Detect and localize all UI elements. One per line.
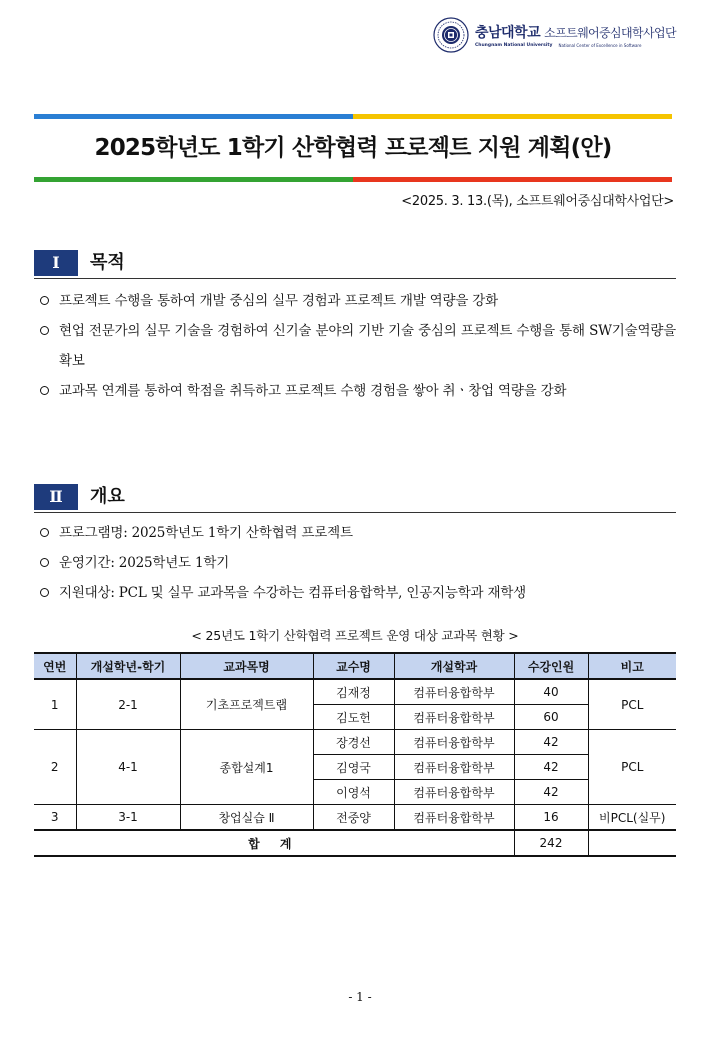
section-overview-heading: [34, 484, 676, 513]
total-note-empty: [588, 830, 676, 856]
overview-list: [40, 518, 676, 608]
professor: 김도헌: [313, 705, 394, 730]
section-number: Ⅰ: [34, 250, 78, 276]
table-total-row: [34, 830, 676, 856]
date-line: <2025. 3. 13.(목), 소프트웨어중심대학사업단>: [401, 194, 674, 209]
department: 컴퓨터융합학부: [394, 730, 514, 755]
column-header: 교수명: [313, 653, 394, 679]
year-term: 3-1: [76, 805, 180, 831]
list-item: 프로그램명: 2025학년도 1학기 산학협력 프로젝트: [40, 518, 676, 548]
university-seal-icon: [433, 17, 469, 53]
department-name: 소프트웨어중심대학사업단: [544, 26, 676, 40]
department: 컴퓨터융합학부: [394, 780, 514, 805]
page-number: - 1 -: [348, 990, 372, 1004]
circle-bullet-icon: [40, 558, 49, 567]
university-name-en: Chungnam National University: [474, 43, 553, 48]
note: 비PCL(실무): [588, 805, 676, 831]
professor: 김재정: [313, 679, 394, 705]
professor: 전중양: [313, 805, 394, 831]
department-name-en: National Center of Excellence in Software: [558, 43, 642, 48]
year-term: 4-1: [76, 730, 180, 805]
section-number: Ⅱ: [34, 484, 78, 510]
enrollment: 60: [514, 705, 588, 730]
total-value: 242: [514, 830, 588, 856]
enrollment: 42: [514, 755, 588, 780]
section-purpose-heading: [34, 250, 676, 279]
total-label: 합 계: [34, 830, 514, 856]
bar-blue-segment: [34, 114, 353, 119]
bar-red-segment: [353, 177, 672, 182]
column-header: 수강인원: [514, 653, 588, 679]
page-title: 2025학년도 1학기 산학협력 프로젝트 지원 계획(안): [94, 135, 612, 161]
column-header: 연번: [34, 653, 76, 679]
department: 컴퓨터융합학부: [394, 805, 514, 831]
list-item: 지원대상: PCL 및 실무 교과목을 수강하는 컴퓨터융합학부, 인공지능학과 재학생: [40, 578, 676, 608]
professor: 이영석: [313, 780, 394, 805]
professor: 장경선: [313, 730, 394, 755]
department: 컴퓨터융합학부: [394, 755, 514, 780]
note: PCL: [588, 730, 676, 805]
professor: 김영국: [313, 755, 394, 780]
table-caption: < 25년도 1학기 산학협력 프로젝트 운영 대상 교과목 현황 >: [191, 628, 519, 643]
university-name: 충남대학교: [474, 25, 541, 41]
enrollment: 42: [514, 780, 588, 805]
course-name: 기초프로젝트랩: [180, 679, 313, 730]
department: 컴퓨터융합학부: [394, 705, 514, 730]
table-row: [34, 805, 676, 831]
list-item: 프로젝트 수행을 통하여 개발 중심의 실무 경험과 프로젝트 개발 역량을 강화: [40, 286, 676, 316]
purpose-list: [40, 286, 676, 406]
enrollment: 40: [514, 679, 588, 705]
course-name: 창업실습 Ⅱ: [180, 805, 313, 831]
bar-green-segment: [34, 177, 353, 182]
column-header: 비고: [588, 653, 676, 679]
year-term: 2-1: [76, 679, 180, 730]
title-bottom-bar: [34, 177, 672, 182]
column-header: 교과목명: [180, 653, 313, 679]
section-title: 개요: [90, 486, 125, 507]
section-title: 목적: [90, 252, 125, 273]
column-header: 개설학과: [394, 653, 514, 679]
title-top-bar: [34, 114, 672, 119]
department: 컴퓨터융합학부: [394, 679, 514, 705]
enrollment: 42: [514, 730, 588, 755]
circle-bullet-icon: [40, 588, 49, 597]
circle-bullet-icon: [40, 528, 49, 537]
list-item: 교과목 연계를 통하여 학점을 취득하고 프로젝트 수행 경험을 쌓아 취ㆍ창업 역량을 강화: [40, 376, 676, 406]
row-number: 2: [34, 730, 76, 805]
column-header: 개설학년-학기: [76, 653, 180, 679]
bar-yellow-segment: [353, 114, 672, 119]
circle-bullet-icon: [40, 386, 49, 395]
table-row: [34, 730, 676, 755]
list-item: 운영기간: 2025학년도 1학기: [40, 548, 676, 578]
table-header-row: [34, 653, 676, 679]
note: PCL: [588, 679, 676, 730]
circle-bullet-icon: [40, 296, 49, 305]
row-number: 3: [34, 805, 76, 831]
title-box: [34, 114, 672, 182]
course-table: [34, 652, 676, 857]
header-logo: [433, 17, 676, 53]
list-item: 현업 전문가의 실무 기술을 경험하여 신기술 분야의 기반 기술 중심의 프로젝트 수행을 통해 SW기술역량을 확보: [40, 316, 676, 376]
course-name: 종합설계1: [180, 730, 313, 805]
circle-bullet-icon: [40, 326, 49, 335]
row-number: 1: [34, 679, 76, 730]
table-row: [34, 679, 676, 705]
enrollment: 16: [514, 805, 588, 831]
